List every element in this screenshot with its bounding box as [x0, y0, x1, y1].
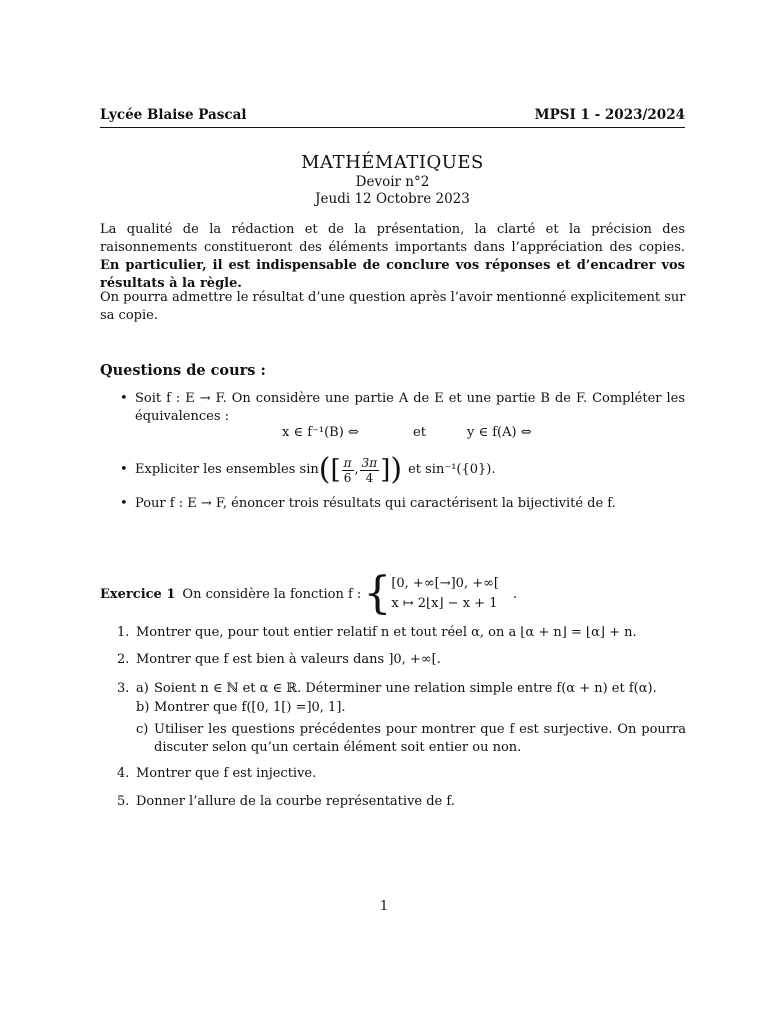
admit-note: On pourra admettre le résultat d’une question après l’avoir mentionné explicitement sur sa copie. [100, 290, 686, 323]
exercise-item-4: 4. Montrer que f est injective. [117, 766, 317, 781]
cours-question-2: • Expliciter les ensembles sin ( [ $\frac{\pi}{6}$ , $\frac{3\pi}{4}$ ] ) et sin⁻¹({0}). [120, 452, 496, 487]
exercise-subitem-c: c) Utiliser les questions précédentes pour montrer que f est surjective. On pourra discuter selon qu’un certain élément soit entier ou non. [136, 722, 686, 755]
open-paren: ( [318, 452, 331, 487]
exercise-subitem-a: a) Soient n ∈ ℕ et α ∈ ℝ. Déterminer une relation simple entre f(α + n) et f(α). [136, 681, 657, 696]
fraction-pi-6: $\frac{\pi}{6}$ [343, 455, 352, 485]
page-number: 1 [379, 899, 389, 914]
period: . [513, 586, 518, 602]
bullet-icon: • [120, 391, 128, 406]
exercise-subitem-b: b) Montrer que f([0, 1[) =]0, 1]. [136, 700, 346, 715]
exercise-header [100, 568, 700, 619]
exercise-item-5: 5. Donner l’allure de la courbe représentative de f. [117, 794, 455, 809]
document-page: Lycée Blaise Pascal MPSI 1 - 2023/2024 MATHÉMATIQUES Devoir n°2 Jeudi 12 Octobre 2023 La qualité de la rédaction et de la présentation, la clarté et la précision des raisonnements constitueront des éléments importants dans l’appréciation des copies. En particulier, il est indispensable de conclure vos réponses et d’encadrer vos résultats à la règle. On pourra admettre le résultat d’une question après l’avoir mentionné explicitement sur sa copie. Questions de cours : • Soit f : E → F. On considère une partie A de E et une partie B de F. Compléter les équivalences : x ∈ f⁻¹(B) ⇔ et y ∈ f(A) ⇔ • Expliciter les ensembles sin ( [ $\frac{\pi}{6}$ , $\frac{3\pi}{4}$ ] ) et sin⁻¹({0}). • Pour f : E → F, énoncer trois résultats qui caractérisent la bijectivité de f. Exercice 1 On considère la fonction f : { [0, +∞[→]0, +∞[ x ↦ 2⌊x⌋ − x + 1 . 1. Montrer que, pour tout entier relatif n et tout réel α, on a ⌊α + n⌋ = ⌊α⌋ + n. 2. Montrer que f est bien à valeurs dans ]0, +∞[. 3. a) Soient n ∈ ℕ et α ∈ ℝ. Déterminer une relation simple entre f(α + n) et f(α). b) Montrer que f([0, 1[) =]0, 1]. c) Utiliser les questions précédentes pour montrer que f est surjective. On pourra discuter selon qu’un certain élément soit entier ou non. 4. Montrer que f est injective. 5. Donner l’allure de la courbe représentative de f. 1 [0, 0, 768, 1024]
cours-question-1 [120, 390, 685, 426]
bullet-icon: • [120, 462, 128, 477]
title-block [100, 152, 685, 208]
close-paren: ) [390, 452, 403, 487]
intro-bold-text: En particulier, il est indispensable de conclure vos réponses et d’encadrer vos résultats à la règle. [100, 258, 685, 291]
cours-q2-suffix: et sin⁻¹({0}). [408, 462, 496, 477]
fraction-3pi-4: $\frac{3\pi}{4}$ [361, 455, 378, 485]
cours-section-title: Questions de cours : [100, 362, 266, 379]
intro-text: La qualité de la rédaction et de la présentation, la clarté et la précision des raisonnements constitueront des éléments importants dans l’appréciation des copies. [100, 222, 685, 255]
exercise-item-2: 2. Montrer que f est bien à valeurs dans ]0, +∞[. [117, 652, 441, 667]
exercise-intro: On considère la fonction f : [182, 586, 362, 602]
equiv-right: y ∈ f(A) ⇔ [467, 425, 532, 440]
assignment-date: Jeudi 12 Octobre 2023 [315, 191, 470, 207]
function-rule: x ↦ 2⌊x⌋ − x + 1 [391, 596, 498, 611]
bullet-icon: • [120, 496, 128, 511]
exercise-label: Exercice 1 [100, 586, 176, 602]
assignment-number: Devoir n°2 [355, 174, 430, 190]
cours-q3-text: Pour f : E → F, énoncer trois résultats qui caractérisent la bijectivité de f. [135, 496, 616, 511]
function-domain: [0, +∞[→]0, +∞[ [391, 576, 500, 591]
close-bracket: ] [380, 455, 391, 485]
open-bracket: [ [330, 455, 341, 485]
cours-q2-prefix: Expliciter les ensembles sin [135, 462, 319, 477]
equiv-left: x ∈ f⁻¹(B) ⇔ [282, 425, 359, 440]
cours-q1-text: Soit f : E → F. On considère une partie A de E et une partie B de F. Compléter les équivalences : [135, 391, 685, 424]
intro-paragraph [100, 221, 685, 293]
cours-question-3 [120, 495, 685, 513]
brace-icon: { [363, 568, 392, 619]
equiv-mid: et [413, 425, 426, 440]
exercise-item-1: 1. Montrer que, pour tout entier relatif n et tout réel α, on a ⌊α + n⌋ = ⌊α⌋ + n. [117, 625, 637, 640]
class-year: MPSI 1 - 2023/2024 [534, 107, 685, 123]
page-title: MATHÉMATIQUES [301, 152, 484, 173]
header-rule [100, 127, 685, 128]
school-name: Lycée Blaise Pascal [100, 107, 247, 123]
function-definition [391, 574, 499, 614]
